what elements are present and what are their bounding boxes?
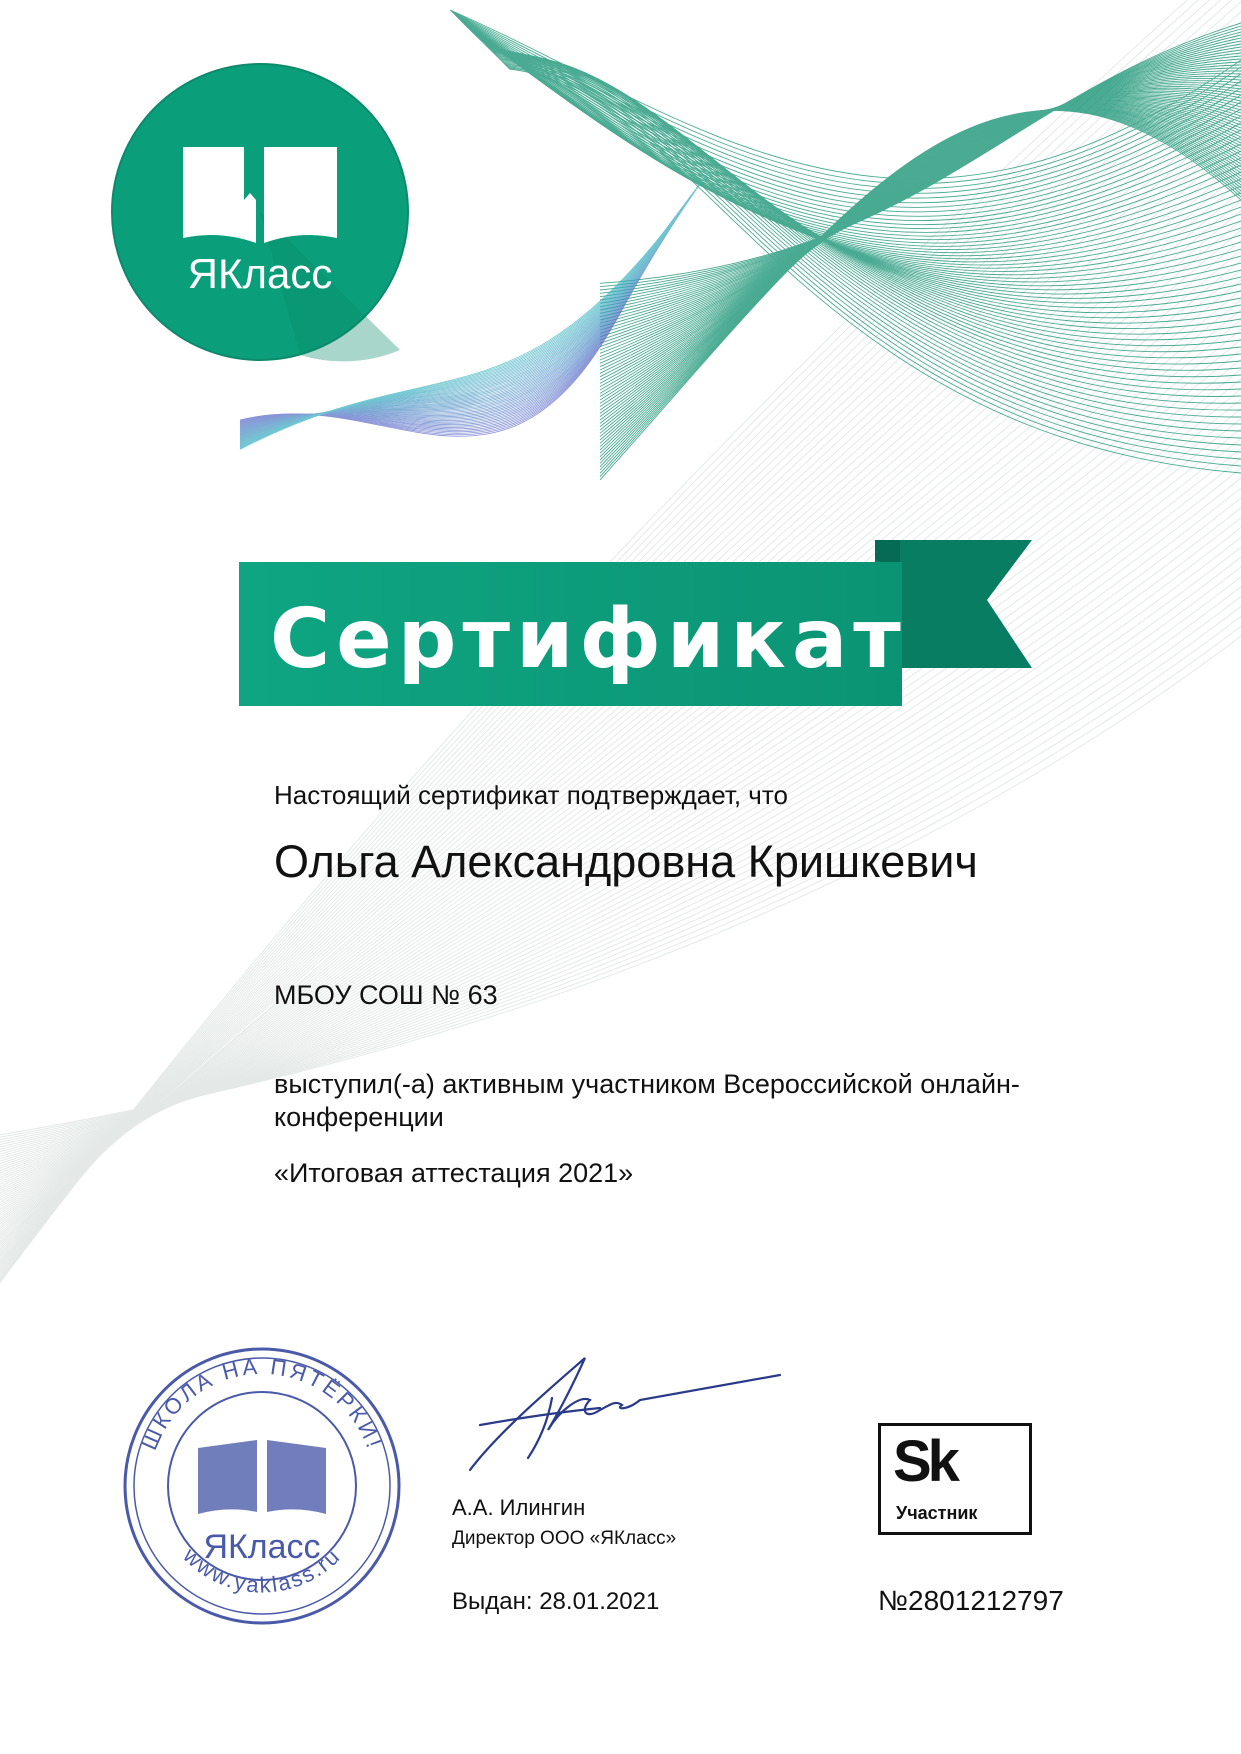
- skolkovo-badge: [878, 1423, 1032, 1535]
- seal-top-text: ШКОЛА НА ПЯТЁРКИ!: [136, 1353, 388, 1454]
- participation-description: выступил(-а) активным участником Всероссийской онлайн-конференции: [274, 1069, 1020, 1132]
- signer-role: Директор ООО «ЯКласс»: [452, 1528, 677, 1549]
- event-name: «Итоговая аттестация 2021»: [274, 1158, 634, 1188]
- logo-brand-text: ЯКласс: [187, 250, 333, 297]
- svg-text:ШКОЛА НА ПЯТЁРКИ!: [137, 1354, 388, 1454]
- skolkovo-logo: Sk: [893, 1429, 956, 1494]
- seal-brand-text: ЯКласс: [203, 1528, 321, 1566]
- certificate-title: Сертификат: [270, 592, 907, 687]
- intro-text: Настоящий сертификат подтверждает, что: [274, 780, 788, 810]
- certificate-number: №2801212797: [878, 1585, 1064, 1616]
- seal-bottom-text: www.yaklass.ru: [178, 1542, 346, 1598]
- issue-date: Выдан: 28.01.2021: [452, 1588, 660, 1615]
- skolkovo-label: Участник: [896, 1503, 978, 1523]
- recipient-name: Ольга Александровна Кришкевич: [274, 836, 978, 887]
- signer-name: А.А. Илингин: [452, 1495, 586, 1520]
- school-name: МБОУ СОШ № 63: [274, 980, 498, 1010]
